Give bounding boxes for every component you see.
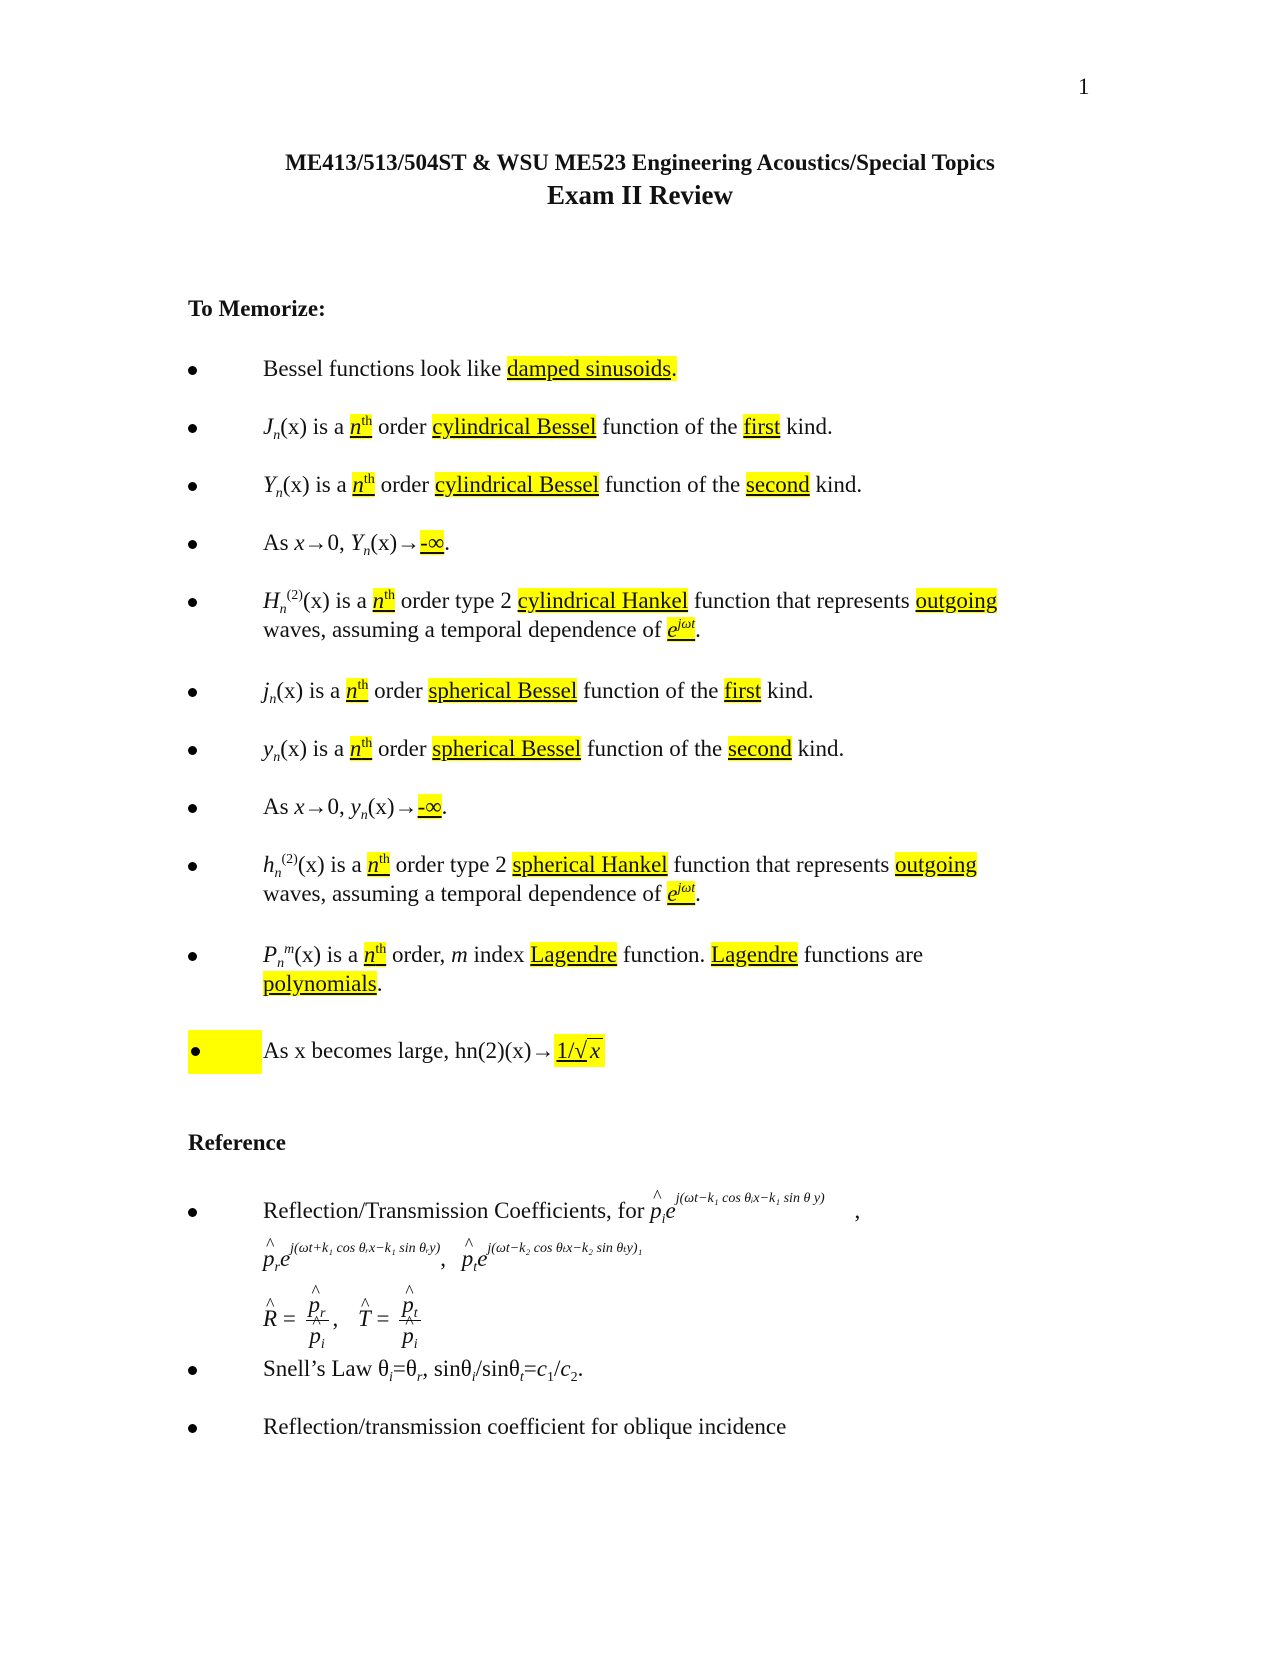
course-title: ME413/513/504ST & WSU ME523 Engineering Acoustics/Special Topics bbox=[285, 150, 995, 175]
section-heading-memorize: To Memorize: bbox=[188, 296, 326, 321]
bullet bbox=[184, 536, 198, 550]
memorize-item-9: $h_n^{(2)}(x)$ is a $n^{th}$ order type 2 spherical Hankel function that represents outgoing waves, assuming a temporal dependence of $e^{j\omega t}$. bbox=[263, 852, 977, 906]
bullet bbox=[184, 594, 198, 608]
highlight: second bbox=[745, 472, 810, 497]
memorize-item-6: $j_n(x)$ is a $n^{th}$ order spherical Bessel function of the first kind. bbox=[263, 678, 814, 707]
highlight: spherical Bessel bbox=[428, 678, 578, 703]
highlight: Lagendre bbox=[530, 942, 618, 967]
highlight: cylindrical Bessel bbox=[434, 472, 599, 497]
reference-item-2: Snell’s Law $\theta_i=\theta_r$, $\sin\theta_i/\sin\theta_t=c_1/c_2$. bbox=[263, 1356, 584, 1385]
memorize-item-8: As x→0, $y_n(x)\to-\infty$. bbox=[263, 794, 448, 823]
highlight: damped sinusoids bbox=[507, 356, 672, 381]
reflected-transmitted-formula: ^ $p_re^{j(\omega t+k_1 cos \theta ᵣx-k_1 sin \theta ᵣy)}$, ^ $p_te^{j(\omega t-k_2 cos \theta_tx-k_2 sin \theta_ty)_1}$ bbox=[263, 1244, 642, 1273]
sqrt-icon: √ bbox=[574, 1038, 587, 1063]
bullet bbox=[184, 858, 198, 872]
highlight: spherical Bessel bbox=[432, 736, 582, 761]
highlight: cylindrical Bessel bbox=[432, 414, 597, 439]
memorize-item-10: $P_n^m(x)$ is a $n^{th}$ order, m index Lagendre function. Lagendre functions are polynomials. bbox=[263, 942, 924, 996]
page-number: 1 bbox=[1078, 74, 1090, 99]
section-heading-reference: Reference bbox=[188, 1130, 286, 1155]
highlight: -∞ bbox=[417, 794, 442, 819]
highlight: outgoing bbox=[895, 852, 977, 877]
reference-item-1: Reflection/Transmission Coefficients, for ^ $p_ie^{j(\omega t-k_1 cos \theta ᵢx-k_1 sin \theta y)}$ , bbox=[263, 1196, 860, 1225]
bullet bbox=[184, 684, 198, 698]
memorize-item-1: Bessel functions look like damped sinusoids. bbox=[263, 356, 677, 381]
bullet-highlighted bbox=[188, 1030, 262, 1074]
exam-title: Exam II Review bbox=[547, 180, 733, 210]
bullet bbox=[184, 800, 198, 814]
coefficient-formula: ^ R = ^ $p_r$ ^ $p_i$ , ^ T = ^ $p_t$ ^ $p_i$ bbox=[263, 1290, 425, 1351]
memorize-item-5: $H_n^{(2)}(x)$ is a $n^{th}$ order type 2 cylindrical Hankel function that represents outgoing waves, assuming a temporal dependence of $e^{j\omega t}$. bbox=[263, 588, 998, 642]
bullet bbox=[184, 478, 198, 492]
bullet bbox=[184, 948, 198, 962]
memorize-item-2: $J_n(x)$ is a $n^{th}$ order cylindrical Bessel function of the first kind. bbox=[263, 414, 833, 443]
bullet bbox=[184, 1204, 198, 1218]
highlight: second bbox=[728, 736, 792, 761]
highlight: first bbox=[743, 414, 781, 439]
memorize-item-4: As x→0, $Y_n(x)\to-\infty$. bbox=[263, 530, 450, 559]
bullet bbox=[184, 362, 198, 376]
incident-wave-formula: ^ $p_ie^{j(\omega t-k_1 cos \theta ᵢx-k_1 sin \theta y)}$ bbox=[650, 1198, 825, 1223]
highlight: cylindrical Hankel bbox=[517, 588, 689, 613]
highlight: polynomials bbox=[263, 971, 377, 996]
highlight: -∞ bbox=[420, 530, 445, 555]
bullet bbox=[184, 1362, 198, 1376]
memorize-item-11: As x becomes large, hn(2)(x)→1/√ x bbox=[263, 1036, 605, 1065]
memorize-item-3: $Y_n(x)$ is a $n^{th}$ order cylindrical Bessel function of the second kind. bbox=[263, 472, 863, 501]
highlight: spherical Hankel bbox=[512, 852, 668, 877]
bullet bbox=[184, 1420, 198, 1434]
reference-item-3: Reflection/transmission coefficient for oblique incidence bbox=[263, 1414, 787, 1439]
highlight: outgoing bbox=[915, 588, 998, 613]
highlight: first bbox=[724, 678, 762, 703]
highlight: Lagendre bbox=[711, 942, 798, 967]
memorize-item-7: $y_n(x)$ is a $n^{th}$ order spherical Bessel function of the second kind. bbox=[263, 736, 845, 765]
highlight: 1/√ x bbox=[554, 1034, 605, 1067]
bullet bbox=[184, 742, 198, 756]
bullet bbox=[184, 420, 198, 434]
